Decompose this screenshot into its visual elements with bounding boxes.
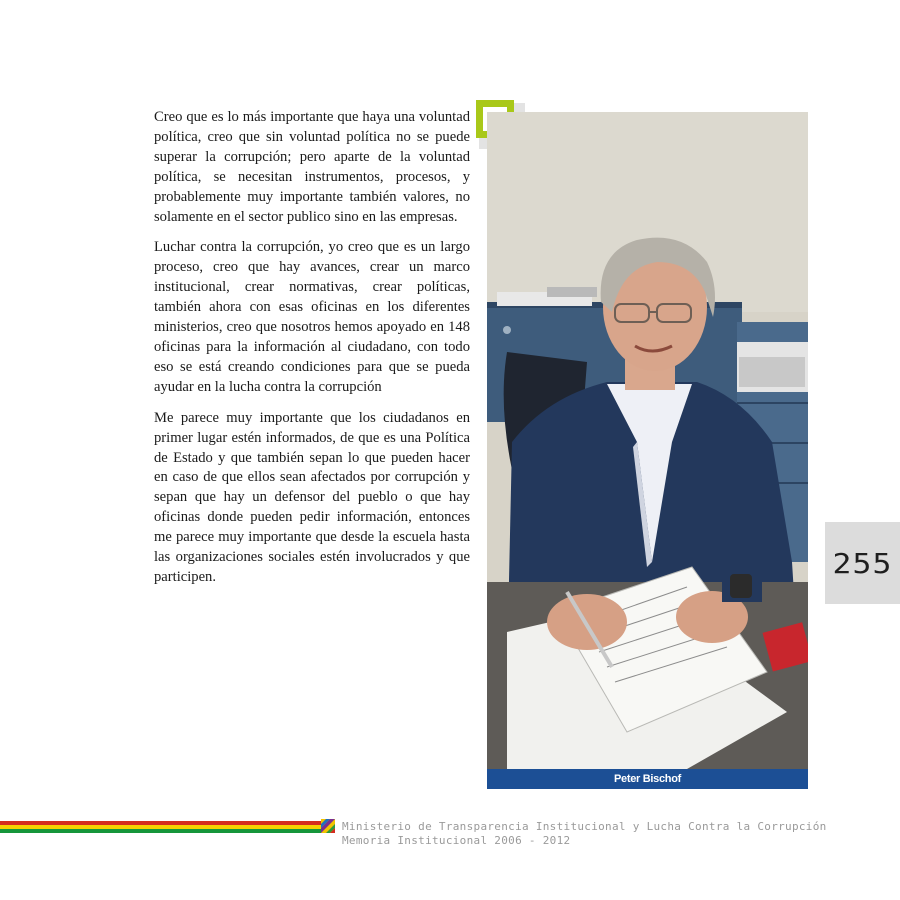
- wiphala-icon: [321, 819, 335, 833]
- body-text: [154, 108, 470, 599]
- photo-caption: Peter Bischof: [487, 769, 808, 789]
- footer: [342, 820, 827, 848]
- portrait-image: [487, 112, 808, 769]
- paragraph-1: Creo que es lo más importante que haya una voluntad política, creo que sin voluntad política no se puede superar la corrupción; pero aparte de la voluntad política, se necesitan instrumentos, procesos, y probablemente muy importante también valores, no solamente en el sector publico sino en las empresas.: [154, 109, 470, 225]
- page-number-tab: [825, 522, 900, 604]
- footer-memoria: Memoria Institucional 2006 - 2012: [342, 834, 571, 847]
- footer-ministry: Ministerio de Transparencia Institucional y Lucha Contra la Corrupción: [342, 820, 827, 833]
- bolivian-flag-stripe: [0, 821, 322, 833]
- paragraph-3: Me parece muy importante que los ciudadanos en primer lugar estén informados, de que es una Política de Estado y que también sepan lo que pueden hacer en caso de que ellos sean afectados por corrupción y sepan que hay un defensor del pueblo o que hay oficinas donde pueden pedir información, entonces me parece muy importante que desde la escuela hasta las organizaciones sociales estén involucrados y que participen.: [154, 409, 470, 585]
- portrait-photo: [487, 112, 808, 789]
- paragraph-2: Luchar contra la corrupción, yo creo que es un largo proceso, creo que hay avances, crear un marco institucional, crear normativas, crear políticas, también ahora con esas oficinas en los diferentes ministerios, creo que nosotros hemos apoyado en 148 oficinas para la información al ciudadano, con todo eso se está creando condiciones para que se pueda ayudar en la lucha contra la corrupción: [154, 239, 470, 395]
- page-number: 255: [832, 547, 893, 580]
